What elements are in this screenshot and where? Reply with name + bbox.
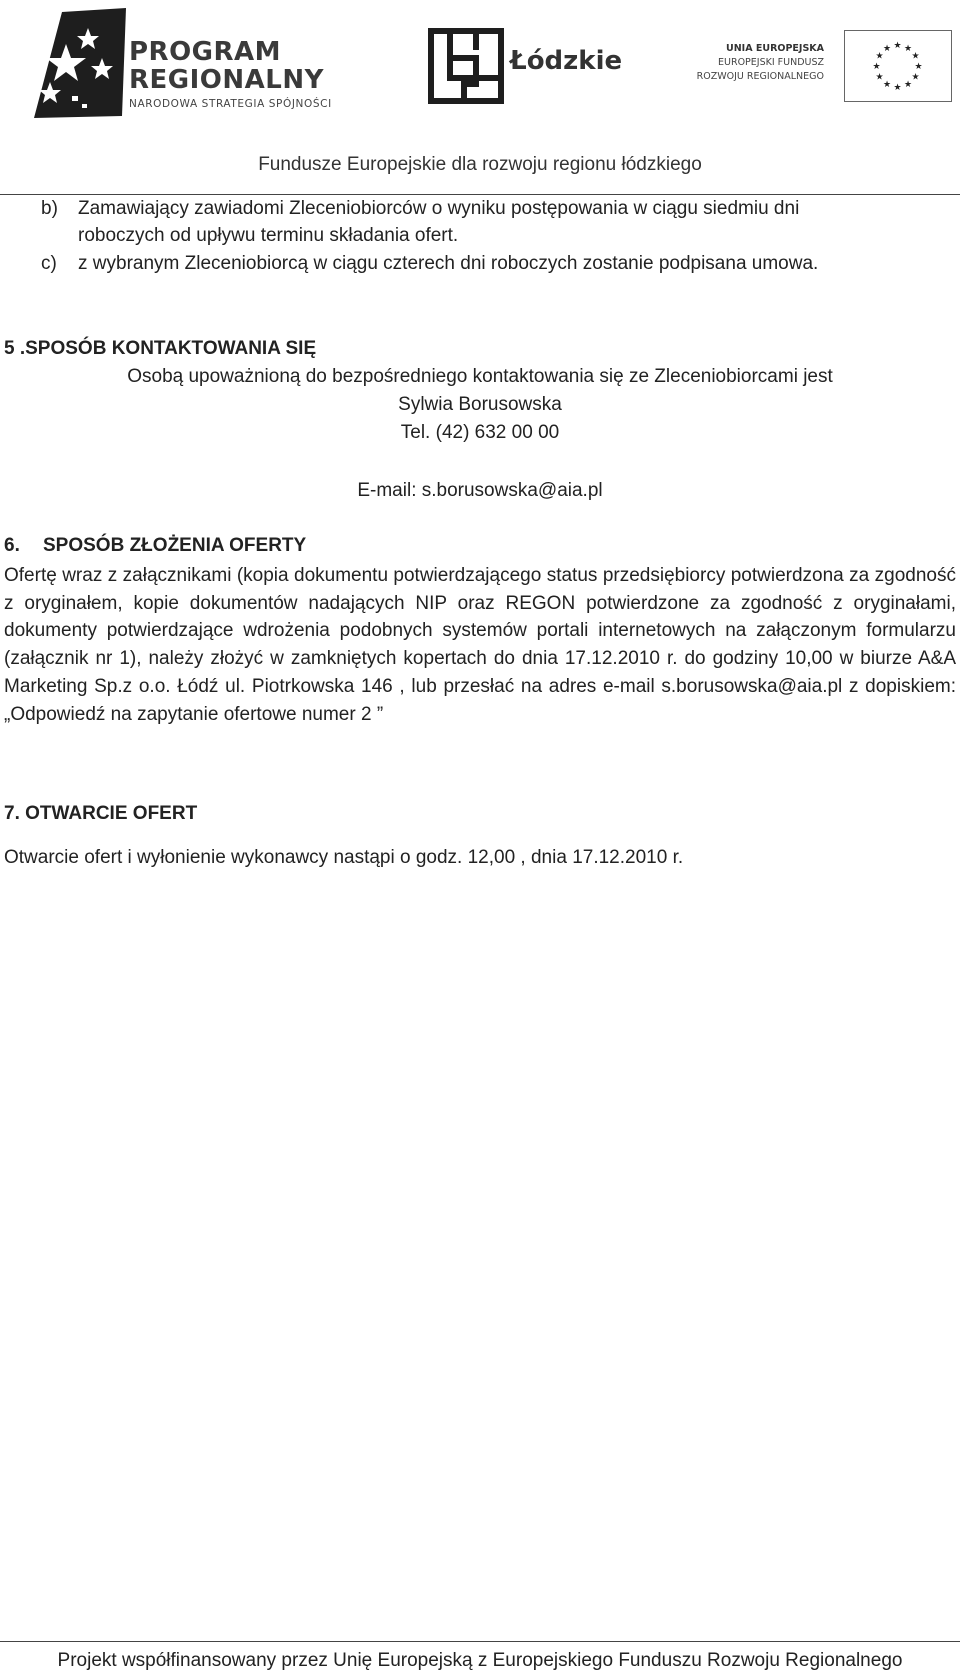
list-item-b-line-2: roboczych od upływu terminu składania ofert.	[78, 225, 459, 246]
section-6-body: Ofertę wraz z załącznikami (kopia dokumentu potwierdzającego status przedsiębiorcy potwierdzona za zgodność z oryginałem, kopie dokumentów nadających NIP oraz REGON potwierdzone za zgodność z oryginałami, dokumenty potwierdzające wdrożenia podobnych systemów portali internetowych na załączonym formularzu (załącznik nr 1), należy złożyć w zamkniętych kopertach do dnia 17.12.2010 r. do godziny 10,00 w biurze A&A Marketing Sp.z o.o. Łódź ul. Piotrkowska 146 , lub przesłać na adres e-mail s.borusowska@aia.pl z dopiskiem: „Odpowiedź na zapytanie ofertowe numer 2 ”	[4, 565, 956, 725]
section-6-heading-number: 6.	[4, 535, 20, 556]
contact-intro: Osobą upoważnioną do bezpośredniego kontaktowania się ze Zleceniobiorcami jest	[127, 366, 833, 387]
svg-text:★: ★	[875, 72, 884, 83]
header-divider	[0, 194, 960, 195]
svg-text:★: ★	[914, 62, 923, 72]
program-logo-subtitle: NARODOWA STRATEGIA SPÓJNOŚCI	[129, 98, 332, 110]
list-item-b-line-1: Zamawiający zawiadomi Zleceniobiorców o wyniku postępowania w ciągu siedmiu dni	[78, 198, 800, 219]
section-7-body: Otwarcie ofert i wyłonienie wykonawcy nastąpi o godz. 12,00 , dnia 17.12.2010 r.	[4, 847, 684, 868]
list-item-c-label: c)	[41, 253, 57, 274]
svg-text:★: ★	[903, 80, 913, 90]
svg-text:★: ★	[911, 72, 920, 83]
footer-text: Projekt współfinansowany przez Unię Europejską z Europejskiego Funduszu Rozwoju Regionalnego	[57, 1650, 903, 1671]
stars-emblem-icon	[28, 8, 128, 120]
contact-person: Sylwia Borusowska	[398, 394, 562, 415]
lodzkie-emblem-icon	[428, 28, 504, 104]
svg-text:★: ★	[875, 51, 884, 62]
svg-text:★: ★	[893, 41, 902, 51]
lodzkie-logo-text: Łódzkie	[510, 46, 623, 76]
eu-flag-icon	[844, 30, 952, 102]
section-7-heading: 7. OTWARCIE OFERT	[4, 803, 198, 824]
eu-logo-line-3: ROZWOJU REGIONALNEGO	[696, 71, 824, 82]
header-caption: Fundusze Europejskie dla rozwoju regionu łódzkiego	[258, 154, 702, 175]
svg-text:★: ★	[872, 62, 881, 72]
eu-logo	[670, 28, 952, 104]
footer-divider	[0, 1641, 960, 1642]
program-logo-title-1: PROGRAM	[129, 37, 282, 67]
eu-logo-line-1: UNIA EUROPEJSKA	[726, 43, 824, 54]
svg-text:★: ★	[882, 80, 892, 90]
contact-phone: Tel. (42) 632 00 00	[400, 422, 560, 443]
svg-text:★: ★	[903, 44, 913, 54]
program-logo-title-2: REGIONALNY	[129, 65, 324, 95]
contact-email: E-mail: s.borusowska@aia.pl	[357, 480, 603, 501]
section-6-heading: SPOSÓB ZŁOŻENIA OFERTY	[43, 535, 307, 556]
eu-logo-text	[697, 42, 824, 84]
section-5-heading: 5 .SPOSÓB KONTAKTOWANIA SIĘ	[4, 338, 317, 359]
lodzkie-logo	[428, 28, 628, 104]
svg-text:★: ★	[911, 51, 920, 62]
svg-text:★: ★	[882, 44, 892, 54]
program-regionalny-logo	[28, 8, 378, 120]
eu-logo-line-2: EUROPEJSKI FUNDUSZ	[718, 57, 824, 68]
list-item-c-line-1: z wybranym Zleceniobiorcą w ciągu czterech dni roboczych zostanie podpisana umowa.	[78, 253, 819, 274]
list-item-b-label: b)	[41, 198, 58, 219]
svg-text:★: ★	[893, 83, 902, 93]
